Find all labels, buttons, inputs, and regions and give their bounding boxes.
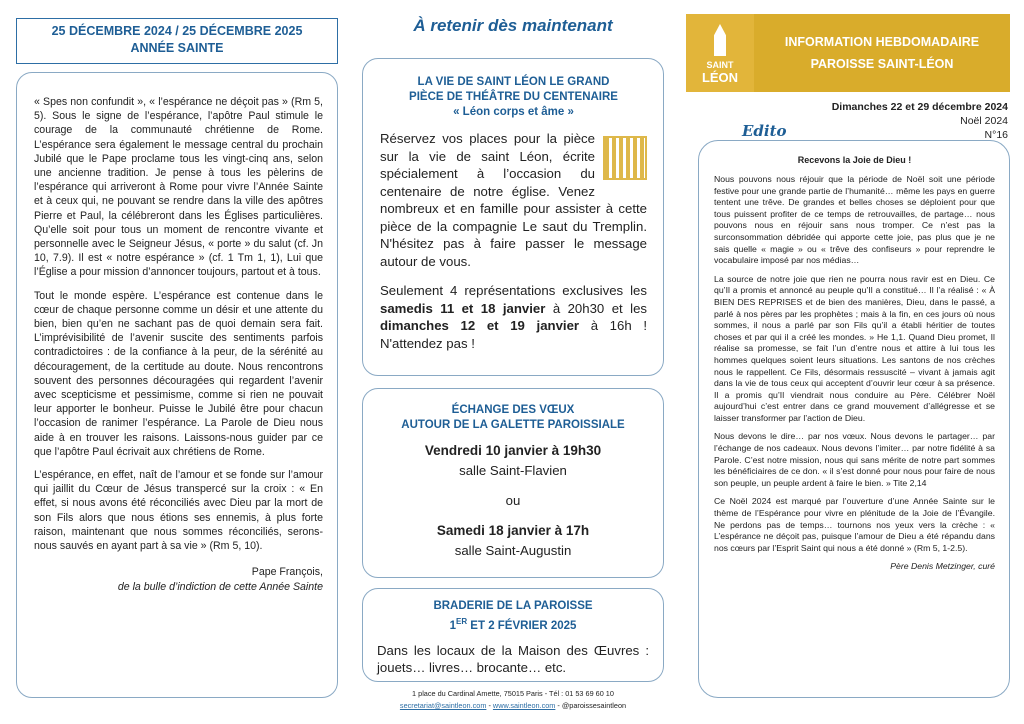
- edito-label: Edito: [738, 122, 791, 140]
- galette-box: [362, 388, 664, 578]
- galette-place-2: salle Saint-Augustin: [454, 543, 572, 558]
- jubilee-text-box: [16, 72, 338, 698]
- signature-name: Pape François,: [251, 566, 323, 579]
- theatre-title-2: PIÈCE DE THÉÂTRE DU CENTENAIRE: [409, 91, 618, 103]
- edito-box: [698, 140, 1010, 698]
- left-header-line1: 25 DÉCEMBRE 2024 / 25 DÉCEMBRE 2025: [51, 24, 303, 38]
- issue-date: Dimanches 22 et 29 décembre 2024: [831, 101, 1008, 113]
- edito-title: Recevons la Joie de Dieu !: [797, 155, 912, 165]
- email-link[interactable]: secretariat@saintleon.com: [399, 701, 487, 710]
- middle-heading: À retenir dès maintenant: [413, 16, 613, 35]
- jubilee-paragraph-3: L’espérance, en effet, naît de l’amour et se fonde sur l’amour qui jaillit du Cœur de Jésus transpercé sur la croix : « En effet, si nous avons été réconciliés avec Dieu par la mort de son Fils alors que nous étions ses ennemis, à plus forte raison, maintenant que nous sommes réconciliés, serons-nous sauvés en ayant part à sa vie » (Rm 5, 10).: [34, 469, 323, 553]
- website-link[interactable]: www.saintleon.com: [492, 701, 556, 710]
- edito-paragraph-4: Ce Noël 2024 est marqué par l’ouverture d’une Année Sainte sur le thème de l’Espérance pour vivre en plénitude de la Joie de l’Évangile. Ne perdons pas de temps… tournons nos yeux vers la crèche : « L’espérance ne déçoit pas, puisque l’amour de Dieu a été répandu dans nos cœurs par l’Esprit Saint qui nous a été donné » (Rm 5, 1-2.5).: [714, 496, 995, 553]
- header-banner: [754, 14, 1010, 92]
- edito-paragraph-2: La source de notre joie que rien ne pourra nous ravir est en Dieu. Ce qu’Il a promis et annoncé au peuple qu’Il a constitué… Il l’a réalisé : « À BIEN DES REPRISES et de bien des manières, Dieu, dans le passé, a parlé à nos pères par les prophètes ; mais à la fin, en ces jours où nous sommes, il nous a parlé par son Fils qu’il a établi héritier de toutes choses et par qui il a créé les mondes. » He 1,1. Quand Dieu promet, Il réalise sa promesse, se fait l’un d’entre nous et attire à lui tous les hommes quelques soient leurs situations. Les santons de nos crèches nous le rappellent. Ce Fils, désormais ressuscité – vivant à jamais agit dans la vie de tous ceux qui acceptent d’ouvrir leur cœur à sa présence. Il a promis qu’Il viendrait nous conduire au Père. Célébrer Noël aujourd’hui c’est entrer dans ce grand mouvement d’allégresse et se laisser transformer par l’action de Dieu.: [714, 273, 995, 423]
- edito-signature: Père Denis Metzinger, curé: [890, 561, 995, 572]
- left-header-line2: ANNÉE SAINTE: [130, 41, 224, 55]
- galette-date-2: Samedi 18 janvier à 17h: [436, 523, 590, 538]
- issue-info: [780, 100, 1008, 142]
- braderie-box: [362, 588, 664, 682]
- qr-code-icon[interactable]: [603, 136, 647, 180]
- issue-noel: Noël 2024: [960, 115, 1008, 127]
- logo-text-saint: SAINT: [706, 60, 734, 70]
- banner-line-1: INFORMATION HEBDOMADAIRE: [784, 35, 980, 49]
- galette-place-1: salle Saint-Flavien: [459, 463, 567, 478]
- left-header-box: [16, 18, 338, 64]
- signature-source: de la bulle d’indiction de cette Année Sainte: [117, 581, 323, 594]
- galette-or: ou: [505, 493, 521, 508]
- braderie-title-2: 1ER ET 2 FÉVRIER 2025: [449, 617, 577, 632]
- edito-paragraph-1: Nous pouvons nous réjouir que la période de Noël soit une période festive pour une grande partie de l’humanité… même les pays en guerre tentent une trêve. De grandes et belles choses se déploient pour que tous puissent profiter de ce temps de retrouvailles, de partage… nous pouvons nous en réjouir sans nous tromper. Ce n’est pas la surconsommation débridée qui apporte cette joie, pas plus que je ne sais quelle « magie » ou « trêve des confiseurs » pour reprendre le vocabulaire imposé par nos médias…: [714, 174, 995, 266]
- theatre-title-3: « Léon corps et âme »: [453, 106, 574, 118]
- footer-contacts: secretariat@saintleon.com - www.saintleon.com - @paroissesaintleon: [399, 701, 627, 710]
- logo-text-leon: LÉON: [701, 70, 739, 85]
- parish-logo: [686, 14, 754, 92]
- galette-title-1: ÉCHANGE DES VŒUX: [451, 404, 575, 416]
- braderie-description: Dans les locaux de la Maison des Œuvres : jouets… livres… brocante… etc.: [377, 642, 649, 676]
- jubilee-paragraph-1: « Spes non confundit », « l’espérance ne déçoit pas » (Rm 5, 5). Sous le signe de l’espérance, l’apôtre Paul stimule le courage de la communauté chrétienne de Rome. L’espérance sera également le message central du prochain Jubilé que le Pape proclame tous les vingt-cinq ans, selon une ancienne tradition. Je pense à tous les pèlerins de l’espérance qui arriveront à Rome pour vivre l’Année Sainte et à ceux qui, ne pouvant se rendre dans la ville des apôtres Pierre et Paul, la célébreront dans les Églises particulières. Qu’elle soit pour tous un moment de rencontre vivante et personnelle avec le Seigneur Jésus, « porte » du salut (cf. Jn 10, 7.9). Il est « notre espérance » (cf. 1 Tm 1, 1), Lui que l’Église a pour mission d’annoncer toujours, partout et à tous.: [34, 96, 323, 279]
- braderie-title-1: BRADERIE DE LA PAROISSE: [433, 600, 593, 612]
- theatre-box: [362, 58, 664, 376]
- banner-line-2: PAROISSE SAINT-LÉON: [810, 57, 954, 71]
- issue-number: N°16: [984, 129, 1008, 141]
- theatre-title-1: LA VIE DE SAINT LÉON LE GRAND: [417, 76, 610, 88]
- edito-paragraph-3: Nous devons le dire… par nos vœux. Nous devons le partager… par l’échange de nos cadeaux. Nous devons l’imiter… par notre fidélité à sa Parole. C’est notre mission, nous qui sans mérite de notre part sommes les bénéficiaires de ce don. « il s’est donné pour nous pour faire de nous son peuple, un peuple ardent à faire le bien. » Tite 2,14: [714, 431, 995, 488]
- church-tower-icon: [714, 24, 726, 56]
- theatre-description: Réservez vos places pour la pièce sur la vie de saint Léon, écrite spécialement à l’occasion du centenaire de notre église. Venez nombreux et en famille pour assister à cette pièce de la compagnie Le saut du Tremplin. N'hésitez pas à faire passer le message autour de vous.: [380, 131, 647, 269]
- galette-title-2: AUTOUR DE LA GALETTE PAROISSIALE: [401, 419, 625, 431]
- theatre-dates: Seulement 4 représentations exclusives les samedis 11 et 18 janvier à 20h30 et les dimanches 12 et 19 janvier à 16h ! N'attendez pas !: [380, 283, 647, 351]
- footer-address: 1 place du Cardinal Amette, 75015 Paris - Tél : 01 53 69 60 10: [412, 689, 614, 698]
- galette-date-1: Vendredi 10 janvier à 19h30: [424, 443, 602, 458]
- jubilee-paragraph-2: Tout le monde espère. L’espérance est contenue dans le cœur de chaque personne comme un désir et une attente du bien, bien qu’en ne sachant pas de quoi demain sera fait. L’imprévisibilité de l’avenir suscite des sentiments parfois contradictoires : de la confiance à la peur, de la sérénité au découragement, de la certitude au doute. Nous rencontrons souvent des personnes découragées qui regardent l’avenir avec scepticisme et pessimisme, comme si rien ne pouvait leur apporter le bonheur. Puisse le Jubilé être pour chacun l’occasion de ranimer l’espérance. La Parole de Dieu nous aide à en trouver les raisons. Laissons-nous guider par ce que l’apôtre Paul écrivait aux chrétiens de Rome.: [34, 289, 323, 458]
